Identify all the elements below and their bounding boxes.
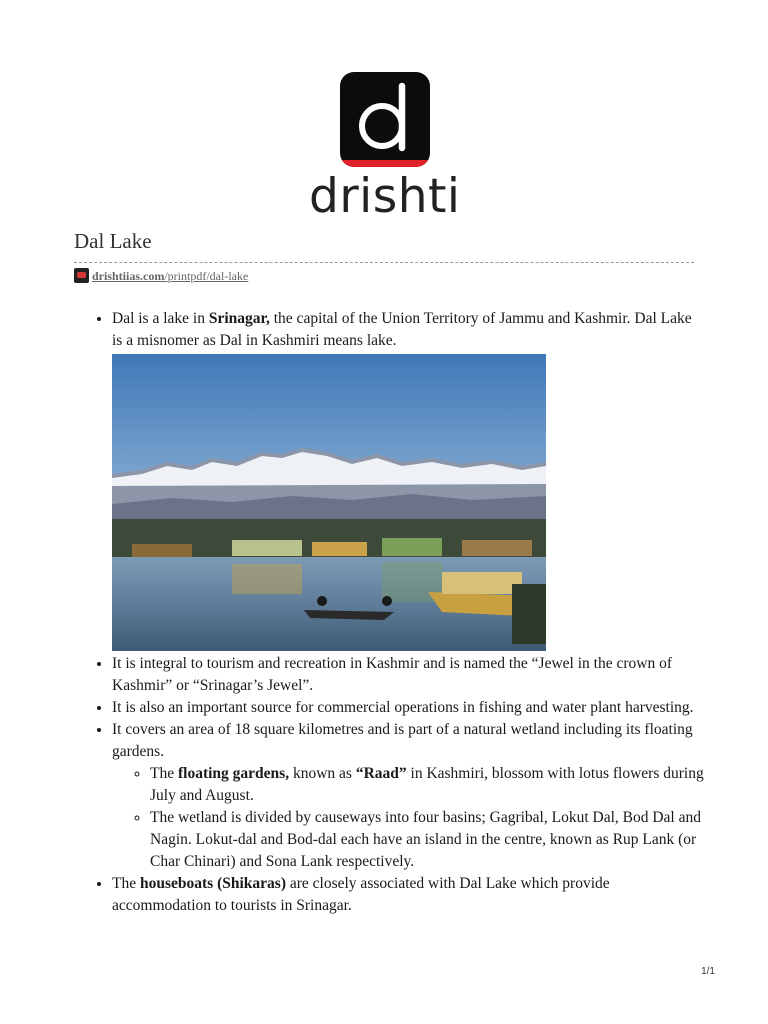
favicon-icon: [74, 268, 89, 283]
page-title: Dal Lake: [74, 229, 152, 253]
dal-lake-photo: [112, 354, 546, 651]
source-link[interactable]: drishtiias.com/printpdf/dal-lake: [92, 269, 249, 283]
logo-d-mark: [340, 72, 430, 167]
logo-red-stripe: [340, 160, 430, 167]
list-item: • It is integral to tourism and recreation in Kashmir and is named the “Jewel in the crown of Kashmir” or “Srinagar’s Jewel”.: [112, 653, 704, 697]
sub-list-item: ◦ The wetland is divided by causeways into four basins; Gagribal, Lokut Dal, Bod Dal and Nagin. Lokut-dal and Bod-dal each have an island in the centre, known as Rup Lank (or Char Chinari) and Sona Lank respectively.: [150, 807, 704, 873]
title-divider: [74, 262, 694, 263]
article-body: [74, 308, 704, 917]
sub-bullet-list: [112, 763, 704, 873]
sub-list-item: ◦ The floating gardens, known as “Raad” in Kashmiri, blossom with lotus flowers during July and August.: [150, 763, 704, 807]
list-item: • It is also an important source for commercial operations in fishing and water plant harvesting.: [112, 697, 704, 719]
bullet-list: [74, 308, 704, 917]
list-item: • The houseboats (Shikaras) are closely associated with Dal Lake which provide accommodation to tourists in Srinagar.: [112, 873, 704, 917]
list-item: • Dal is a lake in Srinagar, the capital of the Union Territory of Jammu and Kashmir. Dal Lake is a misnomer as Dal in Kashmiri means lake.: [112, 308, 704, 651]
page-number: 1/1: [701, 966, 715, 977]
logo-tile: [340, 72, 430, 167]
drishti-logo: [309, 72, 459, 228]
logo-wordmark: drishti: [309, 169, 461, 224]
list-item: • It covers an area of 18 square kilometres and is part of a natural wetland including its floating gardens. ◦ The floating gardens, known as “Raad” in Kashmiri, blossom with lotus flowers during July and August. ◦ The wetland is divided by causeways into four basins; Gagribal, Lokut Dal, Bod Dal and Nagin. Lokut-dal and Bod-dal each have an island in the centre, known as Rup Lank (or Char Chinari) and Sona Lank respectively.: [112, 719, 704, 873]
source-link-row: [74, 268, 248, 284]
